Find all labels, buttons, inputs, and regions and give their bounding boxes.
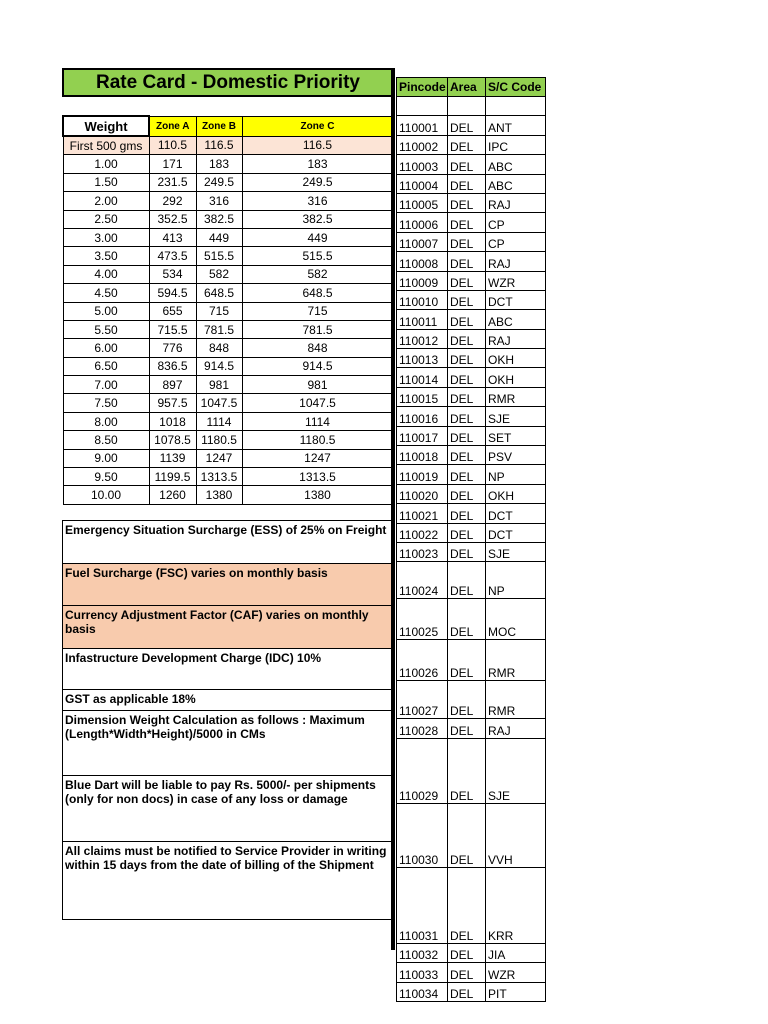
pincode-row bbox=[397, 681, 546, 719]
pincode-cell: 110011 bbox=[397, 310, 448, 329]
rate-cell: 1247 bbox=[196, 449, 242, 467]
pincode-row bbox=[397, 232, 546, 251]
area-cell: DEL bbox=[448, 738, 486, 803]
pincode-cell: 110025 bbox=[397, 599, 448, 640]
rate-cell: 897 bbox=[149, 376, 196, 394]
rate-cell: 1260 bbox=[149, 486, 196, 504]
area-cell: DEL bbox=[448, 640, 486, 681]
pincode-row bbox=[397, 407, 546, 426]
pincode-cell: 110030 bbox=[397, 803, 448, 867]
weight-cell: 8.00 bbox=[63, 412, 149, 430]
pincode-row bbox=[397, 387, 546, 406]
pincode-cell: 110021 bbox=[397, 504, 448, 523]
area-cell: DEL bbox=[448, 523, 486, 542]
rate-cell: 249.5 bbox=[242, 173, 393, 191]
pincode-cell: 110010 bbox=[397, 290, 448, 309]
weight-cell: 1.00 bbox=[63, 155, 149, 173]
sc-code-cell: SET bbox=[486, 426, 546, 445]
area-cell: DEL bbox=[448, 681, 486, 719]
rate-cell: 1047.5 bbox=[242, 394, 393, 412]
weight-cell: 2.00 bbox=[63, 192, 149, 210]
pincode-cell: 110024 bbox=[397, 562, 448, 599]
area-cell: DEL bbox=[448, 867, 486, 943]
rate-cell: 1139 bbox=[149, 449, 196, 467]
page-title: Rate Card - Domestic Priority bbox=[62, 68, 394, 97]
area-cell: DEL bbox=[448, 290, 486, 309]
sc-code-cell: OKH bbox=[486, 368, 546, 387]
sc-code-cell: RMR bbox=[486, 640, 546, 681]
area-cell: DEL bbox=[448, 193, 486, 212]
weight-cell: 3.00 bbox=[63, 228, 149, 246]
rate-row bbox=[63, 357, 393, 375]
rate-cell: 231.5 bbox=[149, 173, 196, 191]
rate-cell: 1018 bbox=[149, 412, 196, 430]
area-cell: DEL bbox=[448, 349, 486, 368]
rate-cell: 1247 bbox=[242, 449, 393, 467]
area-cell: DEL bbox=[448, 135, 486, 154]
pincode-row bbox=[397, 542, 546, 561]
sc-code-cell: DCT bbox=[486, 523, 546, 542]
pincode-cell: 110004 bbox=[397, 174, 448, 193]
pincode-cell: 110017 bbox=[397, 426, 448, 445]
rate-cell: 715 bbox=[196, 302, 242, 320]
rate-row bbox=[63, 302, 393, 320]
weight-cell: 3.50 bbox=[63, 247, 149, 265]
rate-row bbox=[63, 284, 393, 302]
rate-cell: 715 bbox=[242, 302, 393, 320]
weight-cell: 1.50 bbox=[63, 173, 149, 191]
weight-cell: First 500 gms bbox=[63, 136, 149, 155]
sc-code-cell: MOC bbox=[486, 599, 546, 640]
pincode-cell: 110014 bbox=[397, 368, 448, 387]
sc-code-cell: PIT bbox=[486, 982, 546, 1001]
rate-cell: 1199.5 bbox=[149, 468, 196, 486]
rate-row bbox=[63, 468, 393, 486]
sc-code-cell: CP bbox=[486, 232, 546, 251]
rate-row bbox=[63, 210, 393, 228]
pincode-cell: 110031 bbox=[397, 867, 448, 943]
sc-code-cell: WZR bbox=[486, 271, 546, 290]
rate-cell: 776 bbox=[149, 339, 196, 357]
sc-code-cell: ANT bbox=[486, 116, 546, 135]
sc-code-cell: RAJ bbox=[486, 252, 546, 271]
rate-cell: 914.5 bbox=[196, 357, 242, 375]
pincode-cell: 110033 bbox=[397, 963, 448, 982]
rate-cell: 582 bbox=[196, 265, 242, 283]
sc-code-cell bbox=[486, 97, 546, 116]
rate-cell: 382.5 bbox=[196, 210, 242, 228]
pincode-cell: 110028 bbox=[397, 719, 448, 738]
pincode-row bbox=[397, 426, 546, 445]
area-cell: DEL bbox=[448, 329, 486, 348]
pincode-row bbox=[397, 368, 546, 387]
note-cell: Infastructure Development Charge (IDC) 10% bbox=[63, 649, 393, 690]
rate-cell: 515.5 bbox=[242, 247, 393, 265]
pincode-row bbox=[397, 943, 546, 962]
rate-cell: 848 bbox=[242, 339, 393, 357]
pincode-row bbox=[397, 867, 546, 943]
sc-code-cell: ABC bbox=[486, 155, 546, 174]
pincode-cell: 110020 bbox=[397, 484, 448, 503]
weight-cell: 6.50 bbox=[63, 357, 149, 375]
pincode-row bbox=[397, 135, 546, 154]
rate-cell: 1313.5 bbox=[196, 468, 242, 486]
pincode-cell: 110002 bbox=[397, 135, 448, 154]
pincode-cell: 110022 bbox=[397, 523, 448, 542]
area-cell: DEL bbox=[448, 982, 486, 1001]
area-cell: DEL bbox=[448, 803, 486, 867]
rate-cell: 292 bbox=[149, 192, 196, 210]
weight-cell: 10.00 bbox=[63, 486, 149, 504]
pincode-cell: 110005 bbox=[397, 193, 448, 212]
note-cell: Currency Adjustment Factor (CAF) varies on monthly basis bbox=[63, 606, 393, 649]
pincode-cell: 110013 bbox=[397, 349, 448, 368]
pincode-row bbox=[397, 213, 546, 232]
pincode-table bbox=[396, 77, 546, 1002]
area-cell: DEL bbox=[448, 271, 486, 290]
pincode-cell: 110023 bbox=[397, 542, 448, 561]
area-cell: DEL bbox=[448, 963, 486, 982]
area-cell: DEL bbox=[448, 387, 486, 406]
rate-cell: 981 bbox=[196, 376, 242, 394]
area-cell: DEL bbox=[448, 213, 486, 232]
pincode-row bbox=[397, 290, 546, 309]
pincode-row bbox=[397, 738, 546, 803]
pincode-header-cell: S/C Code bbox=[486, 78, 546, 97]
rate-cell: 914.5 bbox=[242, 357, 393, 375]
pincode-row bbox=[397, 252, 546, 271]
area-cell: DEL bbox=[448, 446, 486, 465]
area-cell: DEL bbox=[448, 465, 486, 484]
rate-row bbox=[63, 431, 393, 449]
rate-cell: 1180.5 bbox=[196, 431, 242, 449]
rate-cell: 848 bbox=[196, 339, 242, 357]
note-cell: Fuel Surcharge (FSC) varies on monthly basis bbox=[63, 564, 393, 606]
pincode-cell: 110016 bbox=[397, 407, 448, 426]
sc-code-cell: DCT bbox=[486, 290, 546, 309]
pincode-row bbox=[397, 562, 546, 599]
rate-cell: 1114 bbox=[196, 412, 242, 430]
rate-cell: 116.5 bbox=[196, 136, 242, 155]
pincode-row bbox=[397, 523, 546, 542]
rate-cell: 1047.5 bbox=[196, 394, 242, 412]
pincode-row bbox=[397, 803, 546, 867]
sc-code-cell: SJE bbox=[486, 542, 546, 561]
note-cell: GST as applicable 18% bbox=[63, 690, 393, 711]
sc-code-cell: OKH bbox=[486, 484, 546, 503]
pincode-cell: 110003 bbox=[397, 155, 448, 174]
pincode-cell: 110032 bbox=[397, 943, 448, 962]
pincode-row bbox=[397, 116, 546, 135]
rate-cell: 781.5 bbox=[196, 320, 242, 338]
rate-row bbox=[63, 412, 393, 430]
pincode-row bbox=[397, 349, 546, 368]
rate-table bbox=[62, 115, 394, 505]
pincode-cell bbox=[397, 97, 448, 116]
rate-cell: 594.5 bbox=[149, 284, 196, 302]
sc-code-cell: PSV bbox=[486, 446, 546, 465]
rate-row bbox=[63, 155, 393, 173]
rate-cell: 1380 bbox=[196, 486, 242, 504]
pincode-cell: 110001 bbox=[397, 116, 448, 135]
pincode-row bbox=[397, 982, 546, 1001]
rate-cell: 715.5 bbox=[149, 320, 196, 338]
note-cell: Blue Dart will be liable to pay Rs. 5000/- per shipments (only for non docs) in case of any loss or damage bbox=[63, 776, 393, 842]
pincode-row bbox=[397, 329, 546, 348]
area-cell: DEL bbox=[448, 368, 486, 387]
area-cell: DEL bbox=[448, 943, 486, 962]
pincode-cell: 110027 bbox=[397, 681, 448, 719]
rate-cell: 110.5 bbox=[149, 136, 196, 155]
weight-cell: 9.00 bbox=[63, 449, 149, 467]
pincode-cell: 110009 bbox=[397, 271, 448, 290]
pincode-cell: 110026 bbox=[397, 640, 448, 681]
pincode-row bbox=[397, 97, 546, 116]
pincode-cell: 110012 bbox=[397, 329, 448, 348]
rate-cell: 836.5 bbox=[149, 357, 196, 375]
rate-row bbox=[63, 265, 393, 283]
weight-cell: 7.00 bbox=[63, 376, 149, 394]
pincode-cell: 110034 bbox=[397, 982, 448, 1001]
sc-code-cell: NP bbox=[486, 562, 546, 599]
rate-cell: 781.5 bbox=[242, 320, 393, 338]
weight-cell: 8.50 bbox=[63, 431, 149, 449]
rate-cell: 957.5 bbox=[149, 394, 196, 412]
rate-row bbox=[63, 449, 393, 467]
rate-cell: 655 bbox=[149, 302, 196, 320]
sc-code-cell: KRR bbox=[486, 867, 546, 943]
sc-code-cell: WZR bbox=[486, 963, 546, 982]
pincode-row bbox=[397, 271, 546, 290]
rate-header-cell: Zone B bbox=[196, 116, 242, 136]
sc-code-cell: RAJ bbox=[486, 329, 546, 348]
pincode-row bbox=[397, 446, 546, 465]
rate-cell: 316 bbox=[196, 192, 242, 210]
divider-line bbox=[391, 68, 395, 950]
pincode-row bbox=[397, 484, 546, 503]
area-cell: DEL bbox=[448, 174, 486, 193]
area-cell: DEL bbox=[448, 310, 486, 329]
rate-header-cell: Zone A bbox=[149, 116, 196, 136]
rate-cell: 515.5 bbox=[196, 247, 242, 265]
pincode-cell: 110007 bbox=[397, 232, 448, 251]
area-cell: DEL bbox=[448, 542, 486, 561]
rate-cell: 249.5 bbox=[196, 173, 242, 191]
rate-row bbox=[63, 320, 393, 338]
rate-row bbox=[63, 192, 393, 210]
rate-row bbox=[63, 228, 393, 246]
sc-code-cell: RAJ bbox=[486, 719, 546, 738]
rate-cell: 648.5 bbox=[242, 284, 393, 302]
sc-code-cell: NP bbox=[486, 465, 546, 484]
area-cell bbox=[448, 97, 486, 116]
rate-cell: 1078.5 bbox=[149, 431, 196, 449]
area-cell: DEL bbox=[448, 407, 486, 426]
area-cell: DEL bbox=[448, 562, 486, 599]
rate-header-cell: Zone C bbox=[242, 116, 393, 136]
sc-code-cell: SJE bbox=[486, 738, 546, 803]
weight-cell: 5.00 bbox=[63, 302, 149, 320]
pincode-row bbox=[397, 310, 546, 329]
pincode-cell: 110018 bbox=[397, 446, 448, 465]
sc-code-cell: ABC bbox=[486, 174, 546, 193]
note-cell: All claims must be notified to Service Provider in writing within 15 days from the date of billing of the Shipment bbox=[63, 842, 393, 920]
rate-header-cell: Weight bbox=[63, 116, 149, 136]
rate-header-row bbox=[63, 116, 393, 136]
rate-cell: 352.5 bbox=[149, 210, 196, 228]
rate-cell: 183 bbox=[242, 155, 393, 173]
sc-code-cell: OKH bbox=[486, 349, 546, 368]
rate-cell: 1380 bbox=[242, 486, 393, 504]
rate-row bbox=[63, 173, 393, 191]
pincode-row bbox=[397, 155, 546, 174]
rate-row bbox=[63, 247, 393, 265]
weight-cell: 6.00 bbox=[63, 339, 149, 357]
rate-cell: 473.5 bbox=[149, 247, 196, 265]
rate-cell: 981 bbox=[242, 376, 393, 394]
weight-cell: 5.50 bbox=[63, 320, 149, 338]
rate-cell: 1180.5 bbox=[242, 431, 393, 449]
pincode-row bbox=[397, 193, 546, 212]
pincode-row bbox=[397, 963, 546, 982]
area-cell: DEL bbox=[448, 504, 486, 523]
rate-row bbox=[63, 486, 393, 504]
area-cell: DEL bbox=[448, 426, 486, 445]
sc-code-cell: ABC bbox=[486, 310, 546, 329]
rate-cell: 1114 bbox=[242, 412, 393, 430]
rate-cell: 1313.5 bbox=[242, 468, 393, 486]
pincode-row bbox=[397, 599, 546, 640]
rate-row bbox=[63, 136, 393, 155]
area-cell: DEL bbox=[448, 232, 486, 251]
area-cell: DEL bbox=[448, 252, 486, 271]
rate-cell: 316 bbox=[242, 192, 393, 210]
rate-cell: 413 bbox=[149, 228, 196, 246]
pincode-row bbox=[397, 719, 546, 738]
note-cell: Emergency Situation Surcharge (ESS) of 25% on Freight bbox=[63, 521, 393, 564]
pincode-cell: 110019 bbox=[397, 465, 448, 484]
rate-row bbox=[63, 339, 393, 357]
area-cell: DEL bbox=[448, 719, 486, 738]
area-cell: DEL bbox=[448, 599, 486, 640]
area-cell: DEL bbox=[448, 484, 486, 503]
weight-cell: 9.50 bbox=[63, 468, 149, 486]
rate-cell: 449 bbox=[196, 228, 242, 246]
sc-code-cell: RAJ bbox=[486, 193, 546, 212]
pincode-cell: 110029 bbox=[397, 738, 448, 803]
pincode-row bbox=[397, 465, 546, 484]
weight-cell: 4.50 bbox=[63, 284, 149, 302]
sc-code-cell: SJE bbox=[486, 407, 546, 426]
sc-code-cell: RMR bbox=[486, 681, 546, 719]
sc-code-cell: JIA bbox=[486, 943, 546, 962]
sc-code-cell: DCT bbox=[486, 504, 546, 523]
pincode-header-cell: Area bbox=[448, 78, 486, 97]
sc-code-cell: VVH bbox=[486, 803, 546, 867]
pincode-row bbox=[397, 504, 546, 523]
rate-cell: 582 bbox=[242, 265, 393, 283]
weight-cell: 4.00 bbox=[63, 265, 149, 283]
rate-row bbox=[63, 376, 393, 394]
pincode-row bbox=[397, 640, 546, 681]
rate-cell: 183 bbox=[196, 155, 242, 173]
pincode-cell: 110008 bbox=[397, 252, 448, 271]
rate-cell: 171 bbox=[149, 155, 196, 173]
pincode-header-cell: Pincode bbox=[397, 78, 448, 97]
pincode-cell: 110015 bbox=[397, 387, 448, 406]
pincode-row bbox=[397, 174, 546, 193]
notes-table bbox=[62, 520, 393, 920]
area-cell: DEL bbox=[448, 155, 486, 174]
sc-code-cell: CP bbox=[486, 213, 546, 232]
area-cell: DEL bbox=[448, 116, 486, 135]
sc-code-cell: IPC bbox=[486, 135, 546, 154]
weight-cell: 2.50 bbox=[63, 210, 149, 228]
rate-cell: 648.5 bbox=[196, 284, 242, 302]
rate-cell: 382.5 bbox=[242, 210, 393, 228]
rate-cell: 534 bbox=[149, 265, 196, 283]
pincode-cell: 110006 bbox=[397, 213, 448, 232]
sc-code-cell: RMR bbox=[486, 387, 546, 406]
rate-cell: 116.5 bbox=[242, 136, 393, 155]
rate-row bbox=[63, 394, 393, 412]
weight-cell: 7.50 bbox=[63, 394, 149, 412]
note-cell: Dimension Weight Calculation as follows : Maximum (Length*Width*Height)/5000 in CMs bbox=[63, 711, 393, 776]
rate-cell: 449 bbox=[242, 228, 393, 246]
